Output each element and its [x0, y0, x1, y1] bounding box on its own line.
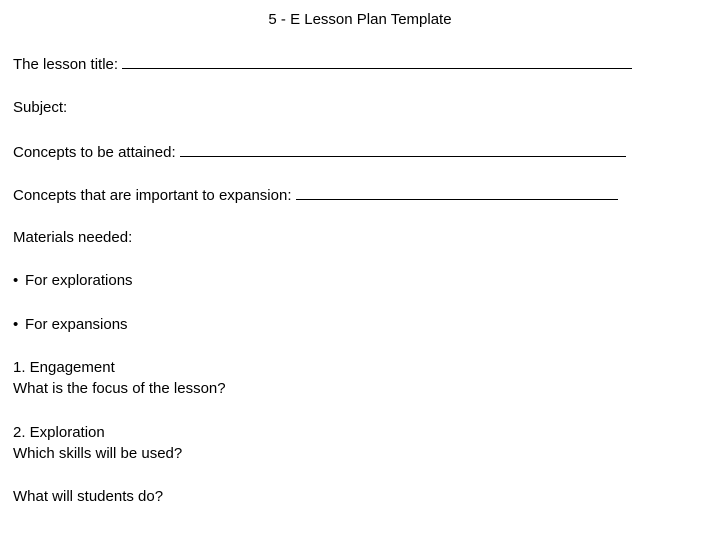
engagement-question: What is the focus of the lesson? — [13, 380, 226, 397]
lesson-title-label: The lesson title: — [13, 56, 119, 73]
materials-item-expansions — [13, 315, 128, 335]
concepts-attained-row — [13, 142, 626, 163]
materials-item-explorations — [13, 271, 133, 291]
concepts-expansion-label: Concepts that are important to expansion: — [13, 187, 292, 204]
students-question: What will students do? — [13, 488, 164, 505]
materials-item-label: For explorations — [25, 272, 133, 289]
subject-row — [13, 98, 67, 118]
materials-heading: Materials needed: — [13, 229, 133, 246]
concepts-attained-blank[interactable] — [180, 142, 626, 157]
exploration-question: Which skills will be used? — [13, 445, 183, 462]
subject-label: Subject: — [13, 99, 68, 116]
bullet-icon: • — [13, 272, 19, 289]
page-title: 5 - E Lesson Plan Template — [268, 11, 452, 28]
lesson-title-row — [13, 54, 632, 75]
materials-item-label: For expansions — [25, 316, 128, 333]
exploration-heading: 2. Exploration — [13, 424, 105, 441]
concepts-attained-label: Concepts to be attained: — [13, 144, 176, 161]
engagement-heading: 1. Engagement — [13, 359, 115, 376]
concepts-expansion-blank[interactable] — [296, 185, 618, 200]
lesson-title-blank[interactable] — [122, 54, 632, 69]
bullet-icon: • — [13, 316, 19, 333]
concepts-expansion-row — [13, 185, 618, 206]
